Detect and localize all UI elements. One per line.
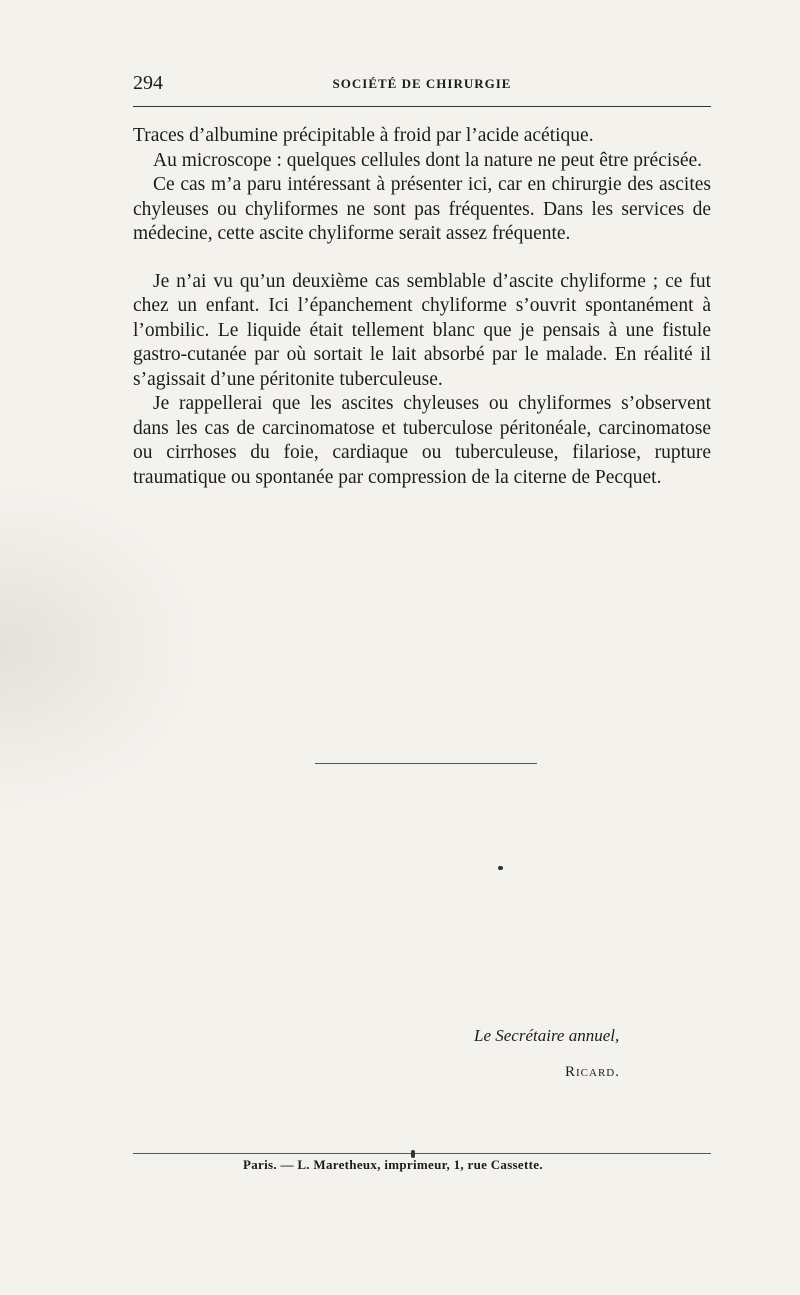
- footer-rule: [133, 1153, 711, 1154]
- paragraph-albumine: Traces d’albumine précipitable à froid par l’acide acétique.: [133, 125, 594, 146]
- running-title: SOCIÉTÉ DE CHIRURGIE: [332, 76, 512, 91]
- section-divider: [315, 763, 537, 764]
- ink-mark: [498, 866, 503, 870]
- signature-role: Le Secrétaire annuel,: [474, 1026, 620, 1045]
- page-header: [133, 70, 711, 100]
- paragraph-interest: Ce cas m’a paru intéressant à présenter ici, car en chirurgie des ascites chyleuses ou chyliformes ne sont pas fréquentes. Dans les services de médecine, cette ascite chyliforme serait assez fréquente.: [133, 174, 711, 244]
- paragraph-causes: Je rappellerai que les ascites chyleuses ou chyliformes s’observent dans les cas de carcinomatose et tuberculose péritonéale, carcinomatose ou cirrhoses du foie, cardiaque ou tuberculeuse, filariose, rupture traumatique ou spontanée par compression de la citerne de Pecquet.: [133, 393, 711, 488]
- header-rule: [133, 106, 711, 107]
- signature-name: Ricard.: [565, 1064, 620, 1080]
- body-text: [133, 124, 711, 490]
- paragraph-microscope: Au microscope : quelques cellules dont la nature ne peut être précisée.: [153, 149, 703, 171]
- page-number: 294: [133, 72, 163, 94]
- printer-imprint: Paris. — L. Maretheux, imprimeur, 1, rue Cassette.: [243, 1157, 543, 1172]
- paragraph-second-case: Je n’ai vu qu’un deuxième cas semblable d’ascite chyliforme ; ce fut chez un enfant. Ici l’épanchement chyliforme s’ouvrit spontanément à l’ombilic. Le liquide était tellement blanc que je pensais à une fistule gastro-cutanée par où sortait le lait absorbé par le malade. En réalité il s’agissait d’une péritonite tuberculeuse.: [133, 270, 711, 390]
